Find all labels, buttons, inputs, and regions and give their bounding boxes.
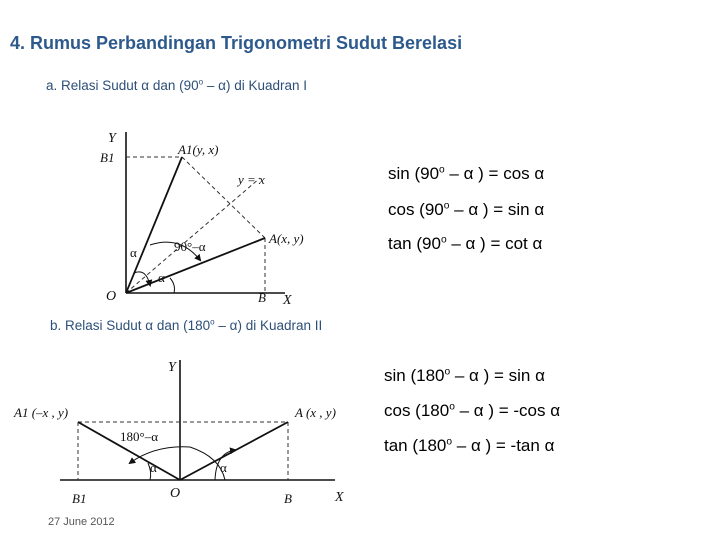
fig-a-alpha-top: α (130, 245, 137, 260)
fig-a-a1: A1(y, x) (178, 142, 219, 157)
section-b-heading: b. Relasi Sudut α dan (180$^o$ – α) di Kuadran II (50, 317, 323, 333)
fig-b-alpha-left: α (150, 460, 157, 475)
fig-a-a: A(x, y) (269, 231, 304, 246)
page-title: 4. Rumus Perbandingan Trigonometri Sudut Berelasi (10, 33, 463, 53)
formula-a-cos: cos (90$^o$ – α ) = sin α (388, 200, 545, 219)
fig-b-a1: A1 (–x , y) (14, 405, 69, 420)
fig-b-a: A (x , y) (295, 405, 336, 420)
fig-a-origin: O (106, 289, 117, 304)
formula-a-sin: sin (90$^o$ – α ) = cos α (388, 164, 545, 183)
fig-a-b1: B1 (100, 150, 115, 165)
figure-quadrant-i (90, 120, 340, 315)
formula-b-tan: tan (180$^o$ – α ) = -tan α (384, 436, 555, 455)
section-a-heading: a. Relasi Sudut α dan (90$^o$ – α) di Kuadran I (46, 77, 308, 93)
fig-a-axis-y: Y (108, 131, 116, 146)
formula-a-tan: tan (90$^o$ – α ) = cot α (388, 234, 543, 253)
formula-b-sin: sin (180$^o$ – α ) = sin α (384, 366, 545, 385)
fig-b-angle-mid: 180°–α (120, 429, 159, 444)
formula-b-cos: cos (180$^o$ – α ) = -cos α (384, 401, 561, 420)
fig-a-b: B (258, 290, 266, 305)
fig-b-alpha-right: α (220, 460, 227, 475)
fig-a-alpha-bottom: α (158, 270, 165, 285)
figure-quadrant-ii (10, 355, 365, 513)
fig-b-origin: O (170, 486, 181, 501)
fig-a-axis-x: X (283, 293, 292, 308)
footer-date: 27 June 2012 (48, 516, 115, 528)
fig-b-axis-y: Y (168, 360, 176, 375)
fig-a-line-label: y = x (238, 172, 265, 187)
fig-a-angle-mid: 90°–α (174, 239, 206, 254)
fig-b-axis-x: X (335, 490, 344, 505)
fig-b-b1: B1 (72, 491, 87, 506)
fig-b-b: B (284, 491, 292, 506)
